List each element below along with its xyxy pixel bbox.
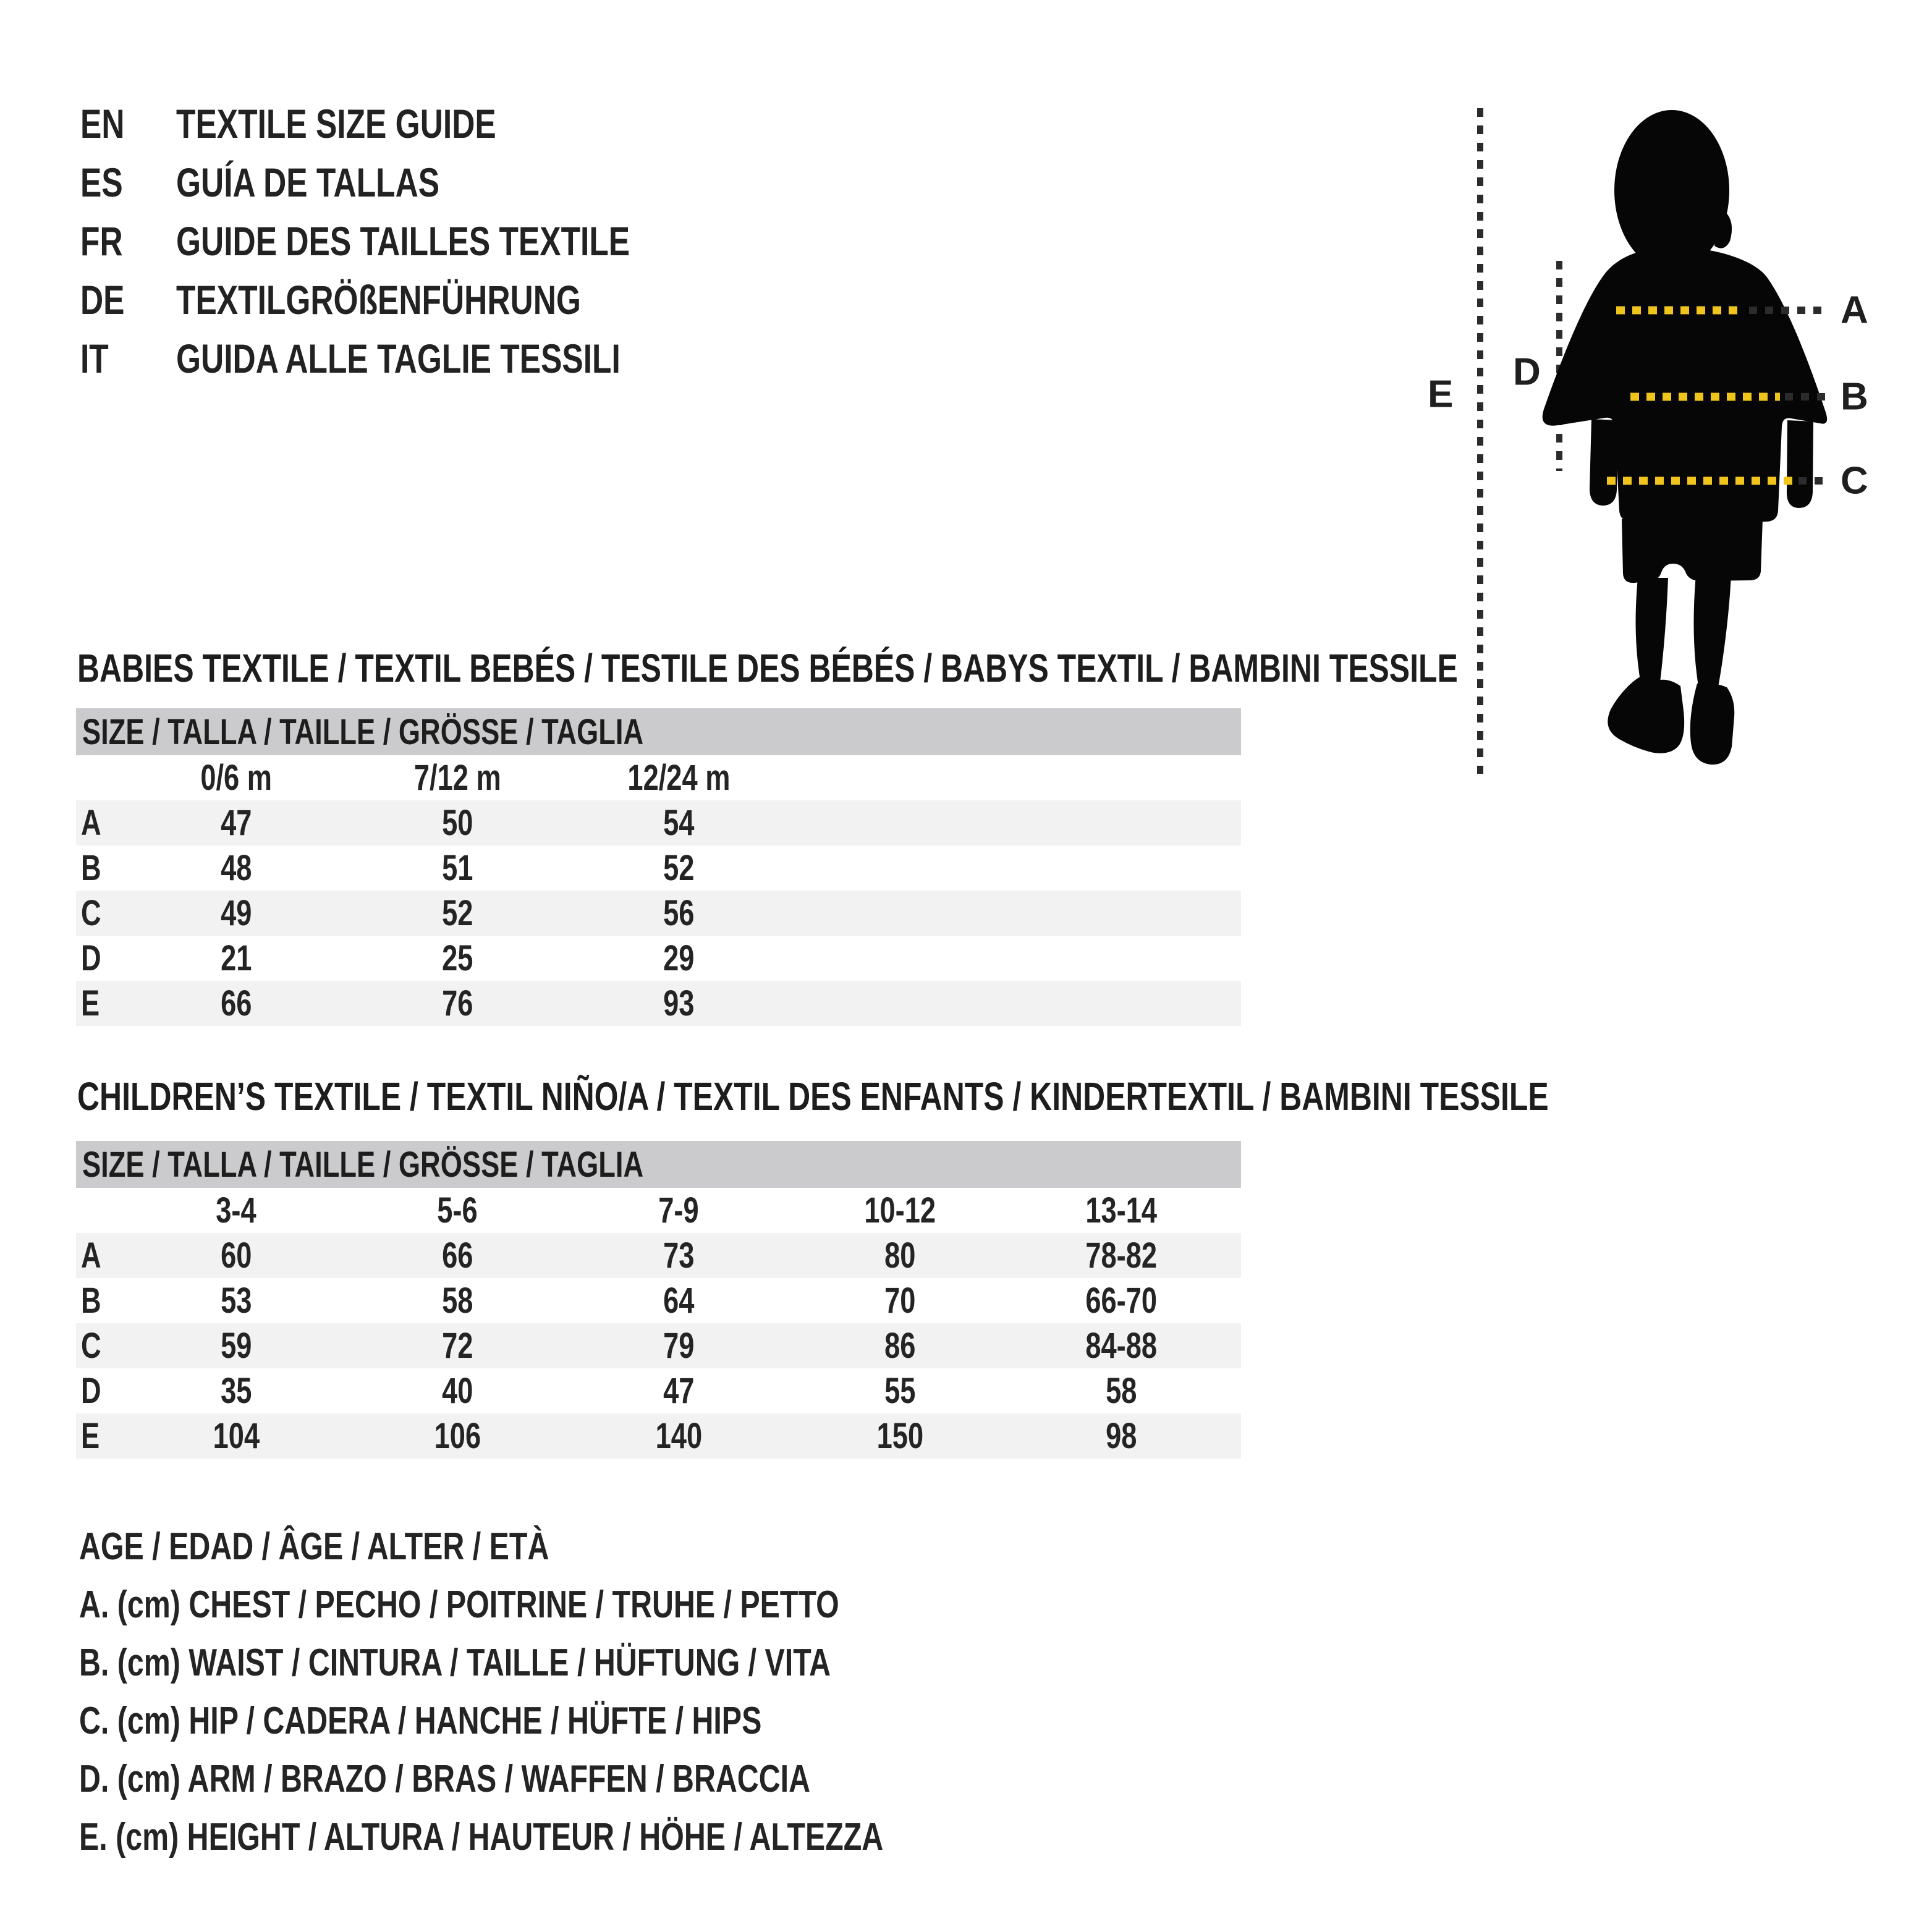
cell-value: 150	[876, 1416, 923, 1456]
babies-column-header-row	[76, 755, 1241, 800]
cell-value: 58	[1105, 1371, 1137, 1411]
cell-value: 35	[220, 1371, 252, 1411]
silhouette-shorts	[1622, 519, 1763, 583]
table-row	[76, 1233, 1241, 1278]
lang-title-en: TEXTILE SIZE GUIDE	[176, 100, 496, 146]
babies-col-header: 0/6 m	[200, 758, 272, 798]
table-row	[76, 891, 1241, 936]
cell-value: 76	[441, 983, 473, 1023]
lang-row-it	[80, 329, 758, 388]
lang-code-fr: FR	[80, 218, 123, 264]
cell-value: 47	[220, 803, 252, 843]
diagram-label-e: E	[1428, 373, 1454, 416]
row-label: E	[81, 983, 100, 1023]
cell-value: 93	[663, 983, 695, 1023]
table-row	[76, 1368, 1241, 1413]
legend-line-hip: C. (cm) HIP / CADERA / HANCHE / HÜFTE / HIPS	[79, 1699, 762, 1742]
cell-value: 66	[441, 1235, 473, 1276]
babies-size-header-bar: SIZE / TALLA / TAILLE / GRÖSSE / TAGLIA	[76, 708, 1241, 755]
lang-title-it: GUIDA ALLE TAGLIE TESSILI	[176, 335, 621, 381]
lang-title-fr: GUIDE DES TAILLES TEXTILE	[176, 218, 630, 264]
diagram-label-b: B	[1841, 375, 1868, 418]
cell-value: 49	[220, 893, 252, 933]
row-label: D	[81, 938, 101, 978]
table-row	[76, 1413, 1241, 1459]
cell-value: 104	[213, 1416, 260, 1456]
lang-code-es: ES	[80, 159, 123, 205]
cell-value: 140	[655, 1416, 702, 1456]
silhouette-right-shoe	[1690, 683, 1735, 765]
cell-value: 106	[434, 1416, 481, 1456]
babies-col-header: 7/12 m	[413, 758, 501, 798]
table-row	[76, 981, 1241, 1026]
babies-col-header: 12/24 m	[627, 758, 730, 798]
legend-line-height: E. (cm) HEIGHT / ALTURA / HAUTEUR / HÖHE / ALTEZZA	[79, 1815, 884, 1858]
lang-row-es	[80, 153, 758, 211]
children-col-header: 3-4	[216, 1190, 256, 1231]
children-col-header: 10-12	[864, 1190, 936, 1231]
babies-section-title: BABIES TEXTILE / TEXTIL BEBÉS / TESTILE DES BÉBÉS / BABYS TEXTIL / BAMBINI TESSILE	[77, 646, 1458, 690]
cell-value: 72	[441, 1326, 473, 1366]
row-label: D	[81, 1371, 101, 1411]
cell-value: 52	[663, 848, 695, 888]
cell-value: 55	[884, 1371, 916, 1411]
child-measurement-diagram	[1421, 87, 1932, 810]
row-label: A	[81, 803, 101, 843]
row-label: C	[81, 1326, 101, 1366]
cell-value: 73	[663, 1235, 695, 1276]
children-size-table	[76, 1141, 1241, 1459]
cell-value: 66	[220, 983, 252, 1023]
table-row	[76, 845, 1241, 891]
diagram-label-c: C	[1841, 459, 1868, 502]
cell-value: 56	[663, 893, 695, 933]
silhouette-left-arm	[1590, 419, 1618, 506]
silhouette-right-arm	[1787, 420, 1813, 508]
children-section-title: CHILDREN’S TEXTILE / TEXTIL NIÑO/A / TEXTIL DES ENFANTS / KINDERTEXTIL / BAMBINI TESSILE	[77, 1074, 1549, 1119]
cell-value: 59	[220, 1326, 252, 1366]
cell-value: 70	[884, 1281, 916, 1321]
cell-value: 60	[220, 1235, 252, 1276]
cell-value: 84-88	[1085, 1326, 1157, 1366]
lang-row-en	[80, 94, 758, 153]
table-row	[76, 1323, 1241, 1368]
children-col-header: 5-6	[437, 1190, 478, 1231]
lang-row-de	[80, 270, 758, 329]
cell-value: 52	[441, 893, 473, 933]
cell-value: 25	[441, 938, 473, 978]
lang-code-en: EN	[80, 100, 125, 146]
cell-value: 86	[884, 1326, 916, 1366]
table-row	[76, 1278, 1241, 1323]
children-size-header-bar: SIZE / TALLA / TAILLE / GRÖSSE / TAGLIA	[76, 1141, 1241, 1188]
legend-line-chest: A. (cm) CHEST / PECHO / POITRINE / TRUHE / PETTO	[79, 1583, 839, 1626]
cell-value: 47	[663, 1371, 695, 1411]
cell-value: 58	[441, 1281, 473, 1321]
lang-title-de: TEXTILGRÖßENFÜHRUNG	[176, 276, 581, 323]
lang-row-fr	[80, 211, 758, 270]
lang-title-es: GUÍA DE TALLAS	[176, 159, 440, 205]
children-col-header: 13-14	[1085, 1190, 1157, 1231]
cell-value: 79	[663, 1326, 695, 1366]
cell-value: 21	[220, 938, 252, 978]
cell-value: 50	[441, 803, 473, 843]
row-label: C	[81, 893, 101, 933]
cell-value: 53	[220, 1281, 252, 1321]
lang-code-it: IT	[80, 335, 109, 381]
table-row	[76, 936, 1241, 981]
row-label: B	[81, 848, 101, 888]
diagram-label-a: A	[1841, 289, 1868, 332]
row-label: B	[81, 1281, 101, 1321]
babies-size-table	[76, 708, 1241, 1026]
cell-value: 54	[663, 803, 695, 843]
legend-line-arm: D. (cm) ARM / BRAZO / BRAS / WAFFEN / BRACCIA	[79, 1757, 811, 1800]
cell-value: 51	[441, 848, 473, 888]
table-row	[76, 800, 1241, 845]
language-title-list	[80, 94, 758, 388]
measurement-legend	[79, 1517, 1110, 1866]
legend-line-age: AGE / EDAD / ÂGE / ALTER / ETÀ	[79, 1525, 549, 1568]
cell-value: 40	[441, 1371, 473, 1411]
row-label: A	[81, 1235, 101, 1276]
cell-value: 64	[663, 1281, 695, 1321]
lang-code-de: DE	[80, 276, 125, 323]
diagram-label-d: D	[1513, 350, 1541, 394]
cell-value: 80	[884, 1235, 916, 1276]
cell-value: 66-70	[1085, 1281, 1157, 1321]
children-col-header: 7-9	[658, 1190, 699, 1231]
legend-line-waist: B. (cm) WAIST / CINTURA / TAILLE / HÜFTUNG / VITA	[79, 1641, 831, 1684]
cell-value: 78-82	[1085, 1235, 1157, 1276]
children-column-header-row	[76, 1188, 1241, 1233]
cell-value: 29	[663, 938, 695, 978]
cell-value: 48	[220, 848, 252, 888]
cell-value: 98	[1105, 1416, 1137, 1456]
row-label: E	[81, 1416, 100, 1456]
